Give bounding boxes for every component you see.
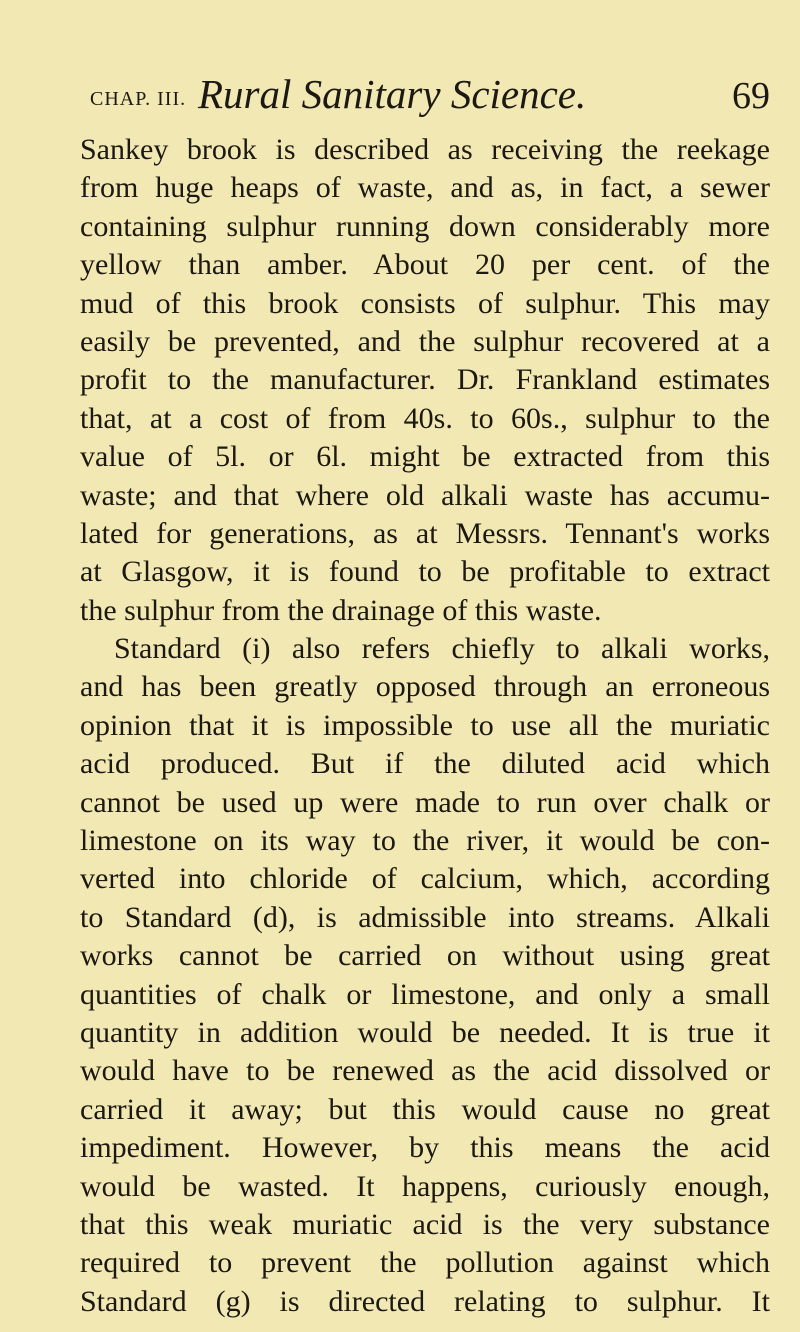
- page-header: [90, 70, 770, 120]
- text-line: quantities of chalk or limestone, and only a small: [80, 977, 770, 1011]
- running-title: Rural Sanitary Science.: [198, 71, 587, 117]
- text-line: impediment. However, by this means the acid: [80, 1131, 770, 1165]
- text-line: value of 5l. or 6l. might be extracted from this: [80, 440, 770, 474]
- text-line: that this weak muriatic acid is the very substance: [80, 1207, 770, 1241]
- text-line: required to prevent the pollution against which: [80, 1246, 770, 1280]
- text-line: containing sulphur running down considerably more: [80, 209, 770, 243]
- text-line: opinion that it is impossible to use all the muriatic: [80, 708, 770, 742]
- text-line: carried it away; but this would cause no great: [80, 1092, 770, 1126]
- text-line: Standard (i) also refers chiefly to alkali works,: [114, 632, 770, 666]
- text-line: quantity in addition would be needed. It is true it: [80, 1015, 770, 1049]
- text-line: waste; and that where old alkali waste has accumu-: [80, 478, 770, 512]
- text-line: mud of this brook consists of sulphur. This may: [80, 286, 770, 320]
- text-line: profit to the manufacturer. Dr. Frankland estimates: [80, 363, 770, 397]
- body-text: [80, 131, 770, 1321]
- chapter-label: CHAP. III.: [90, 88, 187, 110]
- text-line: verted into chloride of calcium, which, according: [80, 862, 770, 896]
- text-line: to Standard (d), is admissible into streams. Alkali: [80, 900, 770, 934]
- text-line: limestone on its way to the river, it would be con-: [80, 824, 770, 858]
- page-number: 69: [732, 75, 770, 117]
- text-line: from huge heaps of waste, and as, in fact, a sewer: [80, 171, 770, 205]
- text-line: at Glasgow, it is found to be profitable to extract: [80, 555, 770, 589]
- text-line: yellow than amber. About 20 per cent. of the: [80, 248, 770, 282]
- text-line: easily be prevented, and the sulphur recovered at a: [80, 324, 770, 358]
- text-line: works cannot be carried on without using great: [80, 939, 770, 973]
- text-line: that, at a cost of from 40s. to 60s., sulphur to the: [80, 401, 770, 435]
- text-line: would be wasted. It happens, curiously enough,: [80, 1169, 770, 1203]
- text-line: cannot be used up were made to run over chalk or: [80, 785, 770, 819]
- text-line: would have to be renewed as the acid dissolved or: [80, 1054, 770, 1088]
- text-line: acid produced. But if the diluted acid which: [80, 747, 770, 781]
- text-line: Standard (g) is directed relating to sulphur. It: [80, 1284, 770, 1318]
- text-line: the sulphur from the drainage of this waste.: [80, 593, 602, 627]
- text-line: and has been greatly opposed through an erroneous: [80, 670, 770, 704]
- text-line: Sankey brook is described as receiving the reekage: [80, 133, 770, 166]
- text-line: lated for generations, as at Messrs. Tennant's works: [80, 516, 770, 550]
